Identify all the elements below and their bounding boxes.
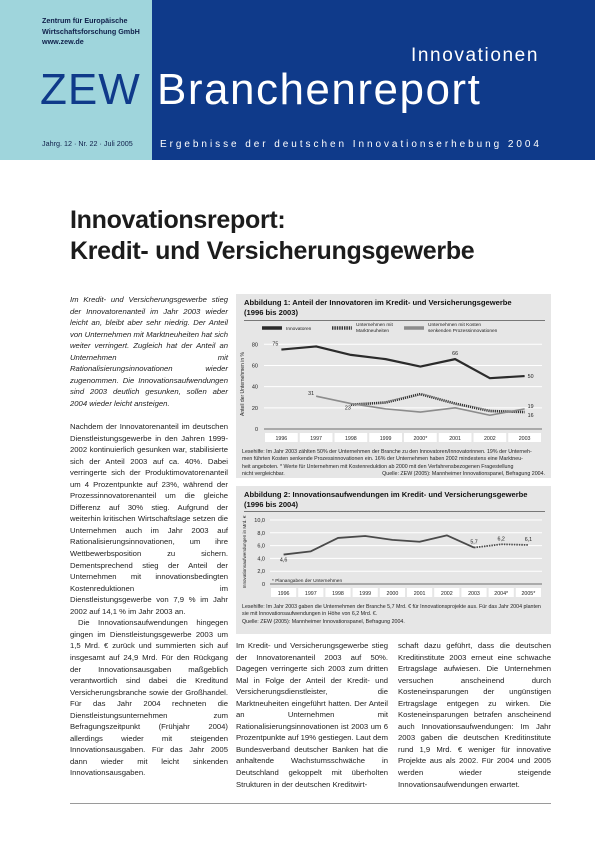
institute-line: Zentrum für Europäische bbox=[42, 16, 128, 25]
caption-line: sie mit Innovationsaufwendungen in Höhe von 6,2 Mrd. €. bbox=[242, 611, 378, 618]
y-tick-label: 60 bbox=[251, 363, 258, 370]
article-title-line: Kredit- und Versicherungsgewerbe bbox=[70, 237, 475, 265]
y-tick-label: 20 bbox=[251, 405, 258, 412]
x-tick-label: 1998 bbox=[332, 591, 344, 597]
legend-label: Unternehmen mit Kosten bbox=[428, 323, 482, 328]
y-tick-label: 0 bbox=[254, 427, 258, 433]
chart-note: * Planangaben der Unternehmen bbox=[272, 579, 343, 584]
legend-label: Innovatoren bbox=[286, 327, 312, 332]
figure-1-title bbox=[244, 298, 512, 318]
figure-title-line: (1996 bis 2004) bbox=[244, 500, 299, 509]
figure-1 bbox=[236, 294, 551, 478]
text-column-3: schaft dazu geführt, dass die deutschen Kreditinstitute 2003 erneut eine schwache Ertragslage aufwiesen. Die Unternehmen versuchen anscheinend durch Kosteneinsparungen der ungünstigen Ertragslage entgegen zu wirken. Die Kosteneinsparungen betrafen anscheinend auch Innovationsaufwendungen: Im Jahr 2003 gaben die deutschen Kreditinstitute rund 1,9 Mrd. € weniger für innovative Projekte aus als 2002. Für 2004 und 2005 werden wieder steigende Innovationsaufwendungen erwartet. bbox=[398, 641, 551, 789]
institute-info bbox=[42, 16, 140, 48]
y-tick-label: 10,0 bbox=[254, 518, 265, 524]
legend-label: senkenden Prozessinnovationen bbox=[428, 329, 498, 334]
x-tick-label: 1999 bbox=[379, 436, 392, 442]
body-paragraph: Die Innovationsaufwendungen hingegen gingen im Dienstleistungsgewerbe 2003 um 1,5 Mrd. € zurück und summierten sich auf insgesamt auf 24,9 Mrd. Für den Rückgang der Innovationsausgaben maßgeblich verantwortlich sind dabei die Kreditund Versicherungsbranche sowie der Großhandel. Für das Jahr 2004 rechneten die Dienstleistungsunternehmen zum Befragungszeitpunkt (Frühjahr 2004) allerdings wieder mit steigenden Innovationsausgaben. Für das Jahr 2005 dann wieder mit leicht sinkenden Innovationsausgaben. bbox=[70, 618, 228, 778]
publication-tagline: Ergebnisse der deutschen Innovationserhebung 2004 bbox=[160, 139, 542, 150]
figure-title-line: Abbildung 2: Innovationsaufwendungen im Kredit- und Versicherungsgewerbe bbox=[244, 490, 528, 499]
figure-title-line: Abbildung 1: Anteil der Innovatoren im Kredit- und Versicherungsgewerbe bbox=[244, 298, 512, 307]
data-label: 75 bbox=[272, 341, 279, 348]
figure-2-source: Quelle: ZEW (2005): Mannheimer Innovationspanel, Befragung 2004. bbox=[242, 618, 405, 625]
x-tick-label: 1996 bbox=[275, 436, 288, 442]
series-line bbox=[281, 346, 524, 378]
body-paragraph: Nachdem der Innovatorenanteil im deutschen Dienstleistungsgewerbe in den Jahren 1999-2002 kontinuierlich gesunken war, stabilisierte sich der Anteil 2003 auf ca. 40%. Dabei verringerte sich der Produktimovatorenanteil um 4 Prozentpunkte auf 23%, während der Prozessinnovatorenanteil um die gleiche Differenz auf 30% stieg. Aufgrund der weiterhin kritischen Wirtschaftslage setzen die Unternehmen auch im Jahr 2003 auf Rationalisierungsinnovationen, um ihre Wettbewerbsposition zu sichern. Dementsprechend stieg der Anteil der Unternehmen mit innovationsbedingten Kostenreduktionen im Dienstleistungsgewerbe von 7,9 % im Jahr 2002 auf 14,1 % im Jahr 2003 an. bbox=[70, 422, 228, 616]
legend-label: Marktneuheiten bbox=[356, 329, 390, 334]
figure-2-chart bbox=[236, 512, 551, 604]
caption-line: Lesehilfe: Im Jahr 2003 gaben die Unternehmen der Branche 5,7 Mrd. € für Innovationsprojekte aus. Für das Jahr 2004 planten bbox=[242, 604, 541, 610]
figure-1-caption bbox=[242, 449, 545, 478]
article-title bbox=[70, 205, 474, 267]
y-tick-label: 2,0 bbox=[257, 569, 265, 576]
y-tick-label: 0 bbox=[261, 582, 265, 588]
institute-website[interactable]: www.zew.de bbox=[42, 37, 84, 46]
y-axis-label: Innovationsaufwendungen in Mrd. € bbox=[242, 515, 247, 589]
y-tick-label: 40 bbox=[251, 384, 258, 391]
figure-title-line: (1996 bis 2003) bbox=[244, 308, 299, 317]
figure-2-caption bbox=[242, 604, 545, 626]
data-label: 6,2 bbox=[497, 536, 505, 543]
legend-label: Unternehmen mit bbox=[356, 323, 393, 328]
figure-2-title bbox=[244, 490, 528, 510]
zew-logo: ZEW bbox=[40, 65, 141, 114]
x-tick-label: 1999 bbox=[359, 591, 372, 597]
figure-1-source: Quelle: ZEW (2005): Mannheimer Innovationspanel, Befragung 2004. bbox=[382, 470, 545, 477]
x-tick-label: 1996 bbox=[277, 591, 290, 597]
publication-title: Branchenreport bbox=[157, 65, 482, 114]
x-tick-label: 2004* bbox=[494, 591, 509, 597]
x-tick-label: 1997 bbox=[304, 591, 317, 597]
data-label: 5,7 bbox=[470, 539, 478, 546]
figure-2 bbox=[236, 486, 551, 634]
y-axis-label: Anteil der Unternehmen in % bbox=[240, 352, 246, 416]
y-tick-label: 6,0 bbox=[257, 543, 265, 550]
text-column-1 bbox=[70, 294, 228, 779]
data-label: 4,6 bbox=[279, 557, 288, 564]
article-title-line: Innovationsreport: bbox=[70, 206, 286, 234]
x-tick-label: 2005* bbox=[521, 591, 536, 597]
caption-line: Lesehilfe: Im Jahr 2003 zählten 50% der Unternehmen der Branche zu den Innovatoren/Innovatorinnen. 19% der Unterneh- bbox=[242, 449, 532, 455]
x-tick-label: 2003 bbox=[468, 591, 480, 597]
caption-line: nicht vergleichbar. bbox=[242, 470, 285, 477]
x-tick-label: 2002 bbox=[440, 591, 453, 597]
x-tick-label: 2002 bbox=[483, 436, 496, 442]
figure-1-chart bbox=[236, 321, 551, 449]
data-label: 66 bbox=[452, 351, 459, 358]
x-tick-label: 1997 bbox=[310, 436, 323, 442]
data-label: 19 bbox=[527, 403, 534, 410]
caption-line: heit angeboten. * Werte für Unternehmen mit Kostenreduktion ab 2000 mit den Verfahrensbezogenen Fragestellung bbox=[242, 463, 514, 470]
data-label: 31 bbox=[308, 391, 315, 398]
institute-line: Wirtschaftsforschung GmbH bbox=[42, 26, 140, 36]
data-label: 23 bbox=[344, 405, 351, 412]
footer-rule bbox=[70, 803, 551, 804]
data-label: 16 bbox=[527, 413, 534, 420]
x-tick-label: 2000 bbox=[386, 591, 399, 597]
data-label: 50 bbox=[527, 374, 534, 381]
y-tick-label: 80 bbox=[251, 342, 258, 349]
series-subtitle: Innovationen bbox=[411, 45, 540, 66]
x-tick-label: 2003 bbox=[518, 436, 531, 442]
lead-paragraph: Im Kredit- und Versicherungsgewerbe stieg der Innovatorenanteil im Jahr 2003 wieder leicht an, bleibt aber sehr niedrig. Der Anteil von Unternehmen mit Marktneuheiten hat sich weiter verringert. Zugleich hat der Anteil an Unternehmen mit Rationalisierungsinnovationen wieder zugenommen. Die Innovationsaufwendungen sind 2003 deutlich gesunken, sollen aber 2004 wieder leicht ansteigen. bbox=[70, 295, 228, 408]
x-tick-label: 2000* bbox=[413, 436, 428, 442]
x-tick-label: 2001 bbox=[449, 436, 462, 442]
text-column-2: Im Kredit- und Versicherungsgewerbe stieg der Innovatorenanteil 2003 auf 50%. Dagegen verringerte sich 2003 zum dritten Mal in Folge der Anteil der Kredit- und Versicherungsdienstleister, die Marktneuheiten eingeführt hatten. Der Anteil an Unternehmen mit Rationalisierungsinnovationen ist 2003 um 6 Prozentpunkte auf 19% gestiegen. Laut dem Bundesverband deutscher Banken hat die anhaltende Wachstumsschwäche in Deutschland gekoppelt mit überholten Strukturen in der deutschen Kreditwirt- bbox=[236, 641, 388, 789]
caption-line-with-source bbox=[242, 471, 545, 478]
data-label: 6,1 bbox=[524, 536, 533, 543]
series-line bbox=[284, 535, 474, 554]
x-tick-label: 2001 bbox=[413, 591, 426, 597]
caption-line: men führten Kosten senkende Prozessinnovationen ein. 16% der Unternehmen haben 2002 mindestens eine Marktneu- bbox=[242, 456, 523, 463]
y-tick-label: 4,0 bbox=[257, 556, 265, 563]
x-tick-label: 1998 bbox=[344, 436, 357, 442]
y-tick-label: 8,0 bbox=[257, 530, 265, 537]
issue-info: Jahrg. 12 · Nr. 22 · Juli 2005 bbox=[42, 139, 133, 148]
